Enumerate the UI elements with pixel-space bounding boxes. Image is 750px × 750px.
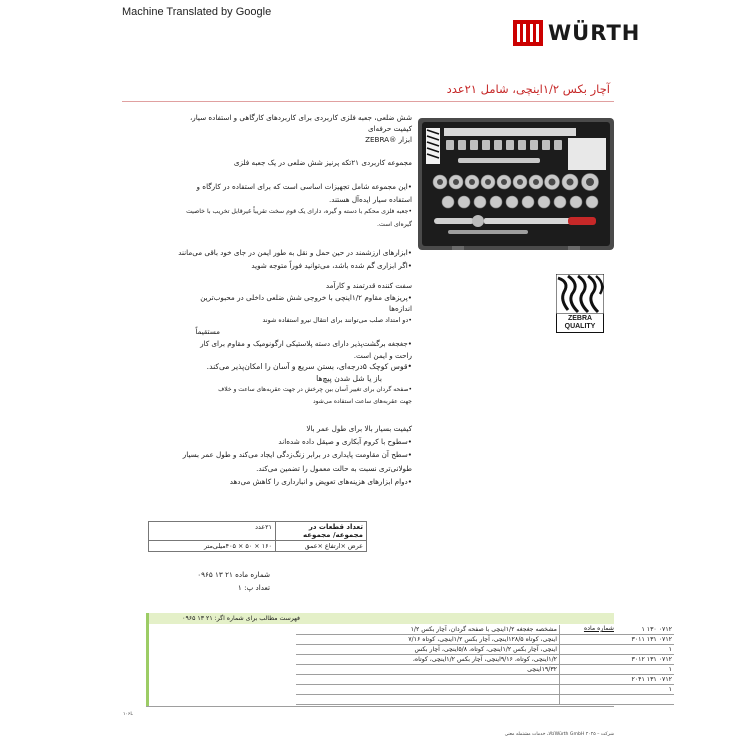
bullet-line: باز یا شل شدن پیچ‌ها <box>316 373 382 383</box>
bullet-line: •دوام ابزارهای هزینه‌های تعویض و انبارداری را کاهش می‌دهد <box>229 476 412 486</box>
machine-translated-label: Machine Translated by Google <box>122 6 272 18</box>
table-row <box>296 695 674 705</box>
table-row <box>296 675 674 685</box>
ref-desc: ۱/۲اینچی، کوتاه، ۹/۱۶اینچی، آچار بکس ۱/۲اینچی، کوتاه، <box>296 655 560 665</box>
ref-table <box>296 625 674 705</box>
zebra-badge-label <box>556 314 604 333</box>
table-row <box>296 635 674 645</box>
ref-num: ۱ <box>560 645 675 655</box>
article-info <box>150 568 270 594</box>
intro-line: کیفیت حرفه‌ای <box>367 124 412 133</box>
intro-line: ابزار ®ZEBRA <box>365 135 412 144</box>
ref-num: ۰۷۱۲ ۱۳۱ ۳۰۱۱ <box>560 635 675 645</box>
zebra-stripes-icon <box>556 274 604 314</box>
ref-desc: اینچی، کوتاه ۱۲۸/۵اینچی، آچار بکس ۱/۲اینچی، کوتاه ۷/۱۶ <box>296 635 560 645</box>
article-number: شماره ماده ۲۱ ۱۳ ۰۹۶۵ <box>197 570 270 579</box>
table-row <box>296 645 674 655</box>
article-quantity: تعداد پ: ۱ <box>237 583 270 592</box>
table-row <box>296 625 674 635</box>
ref-desc: مشخصه جغجغه ۱/۲اینچی با صفحه گردان، آچار بکس ۱/۲ <box>296 625 560 635</box>
ref-num: ۱ <box>560 685 675 695</box>
bullets-b <box>150 247 412 272</box>
bullet-line: کیفیت بسیار بالا برای طول عمر بالا <box>306 424 412 433</box>
bullet-line: •قوس کوچک ۵درجه‌ای، بستن سریع و آسان را امکان‌پذیر می‌کند. <box>206 362 412 372</box>
ref-num: ۱ <box>560 665 675 675</box>
spec-value: ۲۱عدد <box>149 522 276 541</box>
bullet-line: سفت کننده قدرتمند و کارآمد <box>325 281 412 290</box>
spec-table-wrap <box>148 521 367 552</box>
zebra-badge-word: QUALITY <box>564 323 596 330</box>
bullet-line: مستقیماً <box>195 327 220 337</box>
bullets-a <box>130 181 412 231</box>
ref-num: ۰۷۱۲ ۱۳۰ ۱ <box>560 625 675 635</box>
spec-value: ۱۶۰ × ۵۰ × ۴۰۵میلی‌متر <box>149 541 276 552</box>
ref-table-box <box>146 625 672 707</box>
bullet-line: جهت عقربه‌های ساعت استفاده می‌شود <box>312 397 412 405</box>
bullet-line: •جعبه فلزی محکم با دسته و گیره، دارای یک قوم سخت تقریباً غیرقابل تخریب با خاصیت <box>186 208 412 215</box>
ref-num <box>560 695 675 705</box>
bullet-line: •پریزهای مقاوم ۱/۲اینچی با خروجی شش ضلعی داخلی در محبوب‌ترین <box>200 292 412 302</box>
zebra-badge-word: ZEBRA <box>567 315 593 322</box>
bullet-line: •این مجموعه شامل تجهیزات اساسی است که برای استفاده در کارگاه و <box>196 182 412 191</box>
bullet-line: •سطوح با کروم آبکاری و صیقل داده شده‌اند <box>278 437 412 447</box>
bullet-line: •سطح آن مقاومت پایداری در برابر زنگ‌زدگی ایجاد می‌کند و طول عمر بسیار <box>182 450 412 460</box>
intro-block <box>150 112 412 145</box>
ref-num: ۰۷۱۲ ۱۳۱ ۳۰۱۲ <box>560 655 675 665</box>
footer-page: ۱۰۶L <box>123 712 133 717</box>
bullet-line: راحت و ایمن است. <box>353 350 412 360</box>
ref-num: ۰۷۱۲ ۱۳۱ ۲۰۴۱ <box>560 675 675 685</box>
ref-desc: اینچی، آچار بکس ۱/۲اینچی، کوتاه، ۵/۸اینچی، آچار بکس <box>296 645 560 655</box>
intro-line: شش ضلعی، جعبه فلزی کاربردی برای کاربردهای کارگاهی و استفاده سیار، <box>189 113 412 122</box>
bullet-line: •ابزارهای ارزشمند در حین حمل و نقل به طور ایمن در جای خود باقی می‌مانند <box>178 248 412 257</box>
zebra-quality-badge <box>556 274 604 332</box>
bullet-line: •دو امتداد صلب می‌توانند برای انتقال نیرو استفاده شوند <box>262 315 412 324</box>
table-row <box>296 665 674 675</box>
spec-label: عرض ×ارتفاع ×عمق <box>276 541 367 552</box>
bullet-line: •صفحه گردان برای تغییر آسان بین چرخش در جهت عقربه‌های ساعت و خلاف <box>218 386 412 394</box>
ref-table-title: فهرست مطالب برای شماره اگر: ۲۱ ۱۳ ۰۹۶۵ <box>182 615 300 622</box>
bullets-d <box>150 422 412 488</box>
set-line: مجموعه کاربردی ۲۱تکه پرنیز شش ضلعی در یک جعبه فلزی <box>233 158 412 167</box>
product-photo <box>418 118 614 250</box>
bullet-line: گیره‌ای است. <box>377 220 412 228</box>
spec-label: تعداد قطعات در مجموعه/ مجموعه <box>276 522 367 541</box>
ref-desc <box>296 675 560 685</box>
brand-name: WÜRTH <box>548 21 641 45</box>
bullet-line: اندازه‌ها <box>389 304 412 314</box>
wurth-logo-icon <box>513 20 543 46</box>
bullet-line: طولانی‌تری نسبت به حالت معمول را تضمین می‌کند. <box>256 463 412 473</box>
spec-table <box>148 521 367 552</box>
table-row <box>296 685 674 695</box>
table-row <box>149 522 367 541</box>
ref-desc: ۱۹/۳۲اینچی <box>296 665 560 675</box>
ref-desc <box>296 695 560 705</box>
product-title: آچار بکس ۱/۲اینچی، شامل ۲۱عدد <box>446 82 610 96</box>
table-row <box>296 655 674 665</box>
title-divider <box>122 101 614 102</box>
bullets-c <box>130 280 412 408</box>
ref-col-label: شماره ماده <box>583 625 614 632</box>
bullet-line: استفاده سیار ایده‌آل هستند. <box>328 194 412 204</box>
bullet-line: •جغجغه برگشت‌پذیر دارای دسته پلاستیکی ارگونومیک و مقاوم برای کار <box>200 338 412 348</box>
bullet-line: •اگر ابزاری گم شده باشد، می‌توانید فوراً متوجه شوید <box>251 260 412 270</box>
ref-desc <box>296 685 560 695</box>
table-row <box>149 541 367 552</box>
footer-copyright: شرکت – ۲۰۲۵ Würth GmbHکالا، خدمات مشتمله معنی <box>504 732 614 737</box>
